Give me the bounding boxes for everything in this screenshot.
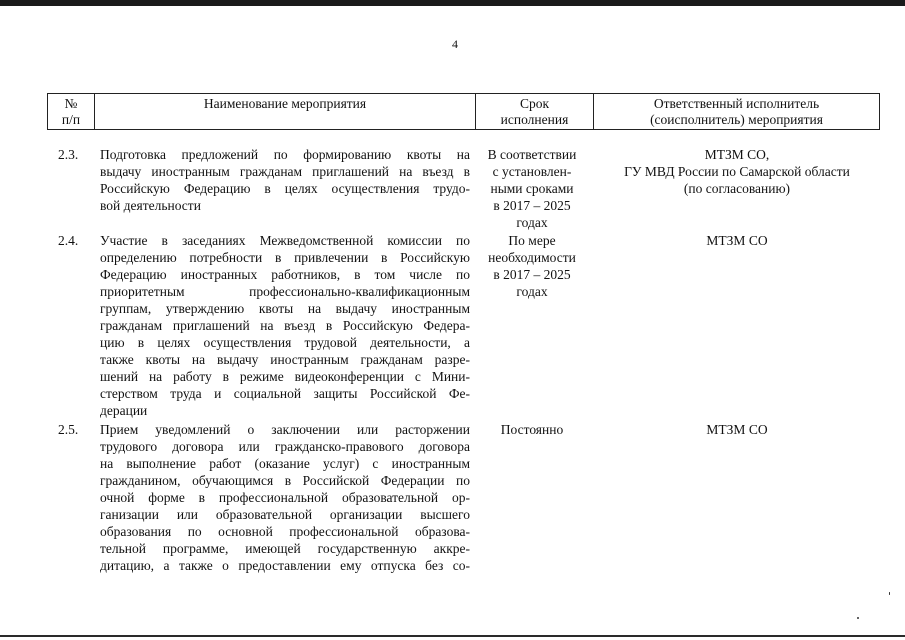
header-executor-line1: Ответственный исполнитель	[653, 95, 820, 111]
row-term	[477, 146, 587, 231]
row-activity-line: выдачу иностранным гражданам приглашений на въезд в	[100, 164, 470, 179]
row-executor	[595, 146, 879, 197]
table-header	[47, 93, 880, 130]
header-name-column	[95, 94, 476, 130]
row-number: 2.5.	[58, 422, 79, 437]
row-activity-line: Федерацию иностранных работников, в том числе по	[100, 267, 470, 282]
header-number-line1: №	[64, 95, 78, 111]
header-number-line2: п/п	[61, 111, 81, 127]
row-term-line: ными сроками	[490, 181, 574, 196]
row-term-line: необходимости	[488, 250, 576, 265]
top-border-rule	[0, 0, 905, 6]
row-term-line: годах	[516, 215, 548, 230]
row-number: 2.4.	[58, 233, 79, 248]
bottom-border-rule	[0, 635, 905, 637]
row-activity-line: шений на работу в режиме видеоконференции с Мини-	[100, 369, 470, 384]
row-activity-line: Прием уведомлений о заключении или расторжении	[100, 422, 470, 437]
row-activity-line: образования по основной профессиональной образова-	[100, 524, 470, 539]
row-executor-line: МТЗМ СО	[706, 422, 768, 437]
row-activity-line: очной форме в профессиональной образовательной ор-	[100, 490, 470, 505]
row-term	[477, 421, 587, 438]
scan-speck	[857, 617, 859, 619]
row-activity-line: трудового договора или гражданско-правового договора	[100, 439, 470, 454]
row-term-line: годах	[516, 284, 548, 299]
row-activity-line: Участие в заседаниях Межведомственной комиссии по	[100, 233, 470, 248]
header-number-column	[48, 94, 95, 130]
row-activity-line: гражданам приглашений на въезд в Российскую Федера-	[100, 318, 470, 333]
row-executor-line: МТЗМ СО,	[704, 147, 770, 162]
header-executor-line2: (соисполнитель) мероприятия	[650, 111, 823, 127]
row-term-line: в 2017 – 2025	[493, 198, 571, 213]
row-activity-name	[100, 146, 470, 214]
row-activity-line: Подготовка предложений по формированию квоты на	[100, 147, 470, 162]
row-term-line: Постоянно	[500, 422, 564, 437]
row-executor-line: ГУ МВД России по Самарской области	[624, 164, 850, 179]
header-executor-column	[594, 94, 880, 130]
row-activity-line: приоритетным профессионально-квалификационным	[100, 284, 470, 299]
row-executor	[595, 232, 879, 249]
row-activity-line: на выполнение работ (оказание услуг) с иностранным	[100, 456, 470, 471]
row-activity-line: стерством труда и социальной защиты Российской Фе-	[100, 386, 470, 401]
row-term-line: с установлен-	[492, 164, 572, 179]
row-term-line: По мере	[508, 233, 556, 248]
row-activity-line: также квоты на выдачу иностранным гражданам разре-	[100, 352, 470, 367]
row-executor-line: (по согласованию)	[683, 181, 791, 196]
row-number: 2.3.	[58, 147, 79, 162]
row-activity-line: ганизации или образовательной организации высшего	[100, 507, 470, 522]
header-name-label: Наименование мероприятия	[203, 96, 367, 111]
header-term-column	[476, 94, 594, 130]
row-activity-line: дерации	[100, 403, 148, 418]
row-activity-name	[100, 421, 470, 574]
page-number: 4	[452, 37, 458, 51]
scan-speck	[889, 592, 890, 595]
row-activity-line: тельной программе, имеющей государственную аккре-	[100, 541, 470, 556]
row-activity-line: цию в целях осуществления трудовой деятельности, а	[100, 335, 470, 350]
row-activity-line: гражданином, обучающимся в Российской Федерации по	[100, 473, 470, 488]
row-executor	[595, 421, 879, 438]
row-activity-line: определению потребности в привлечении в Российскую	[100, 250, 470, 265]
row-term	[477, 232, 587, 300]
row-activity-line: вой деятельности	[100, 198, 201, 213]
row-term-line: В соответствии	[487, 147, 577, 162]
header-term-line2: исполнения	[500, 111, 569, 127]
row-activity-name	[100, 232, 470, 419]
row-term-line: в 2017 – 2025	[493, 267, 571, 282]
row-executor-line: МТЗМ СО	[706, 233, 768, 248]
row-activity-line: Российскую Федерацию в целях осуществления трудо-	[100, 181, 470, 196]
row-activity-line: дитацию, а также о предоставлении ему отпуска без со-	[100, 558, 470, 573]
header-term-line1: Срок	[519, 95, 550, 111]
row-activity-line: группам, утверждению квоты на выдачу иностранным	[100, 301, 470, 316]
